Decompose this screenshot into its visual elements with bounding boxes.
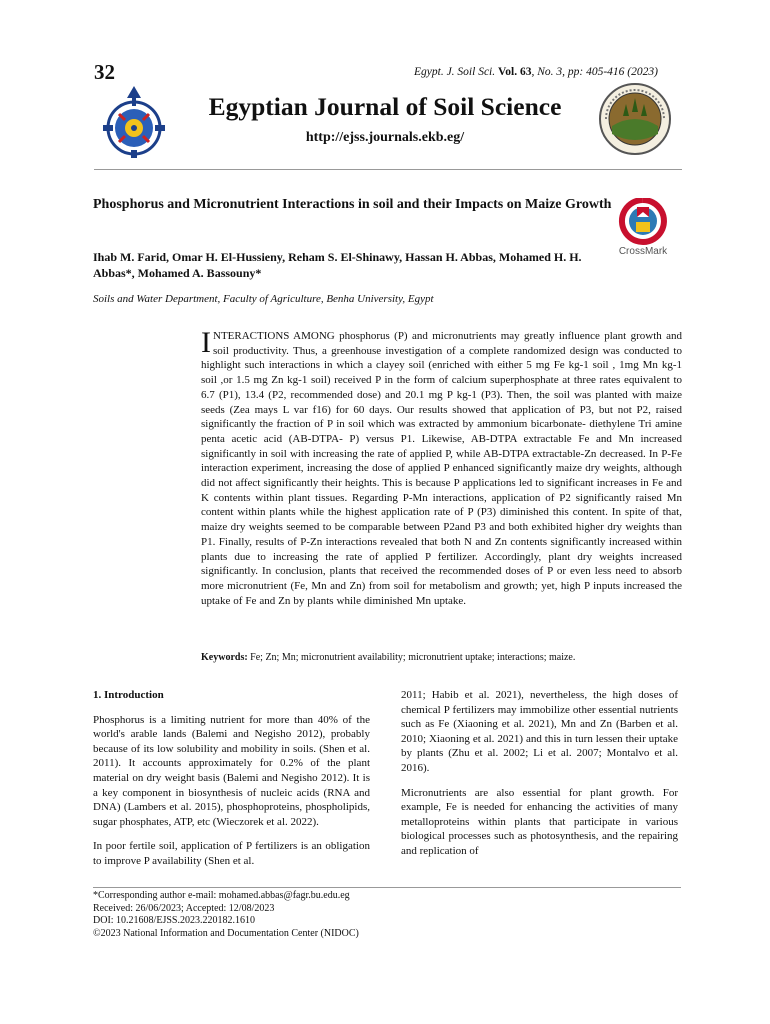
journal-volume: Vol. 63 [498, 66, 532, 78]
keywords-list: Fe; Zn; Mn; micronutrient availability; micronutrient uptake; interactions; maize. [247, 652, 576, 663]
copyright: ©2023 National Information and Documentation Center (NIDOC) [93, 927, 359, 939]
journal-title: Egyptian Journal of Soil Science [208, 92, 562, 121]
paragraph: 2011; Habib et al. 2021), nevertheless, the high doses of chemical P fertilizers may immobilize other essential nutrients such as Fe (Xiaoning et al. 2021), Mn and Zn (Barben et al. 2010; Xiaoning et al. 2021) and this in turn lessen their uptake by plants (Zhu et al. 2002; Li et al. 2007; Montalvo et al. 2016). [401, 689, 678, 774]
right-column [401, 688, 678, 869]
abstract-dropcap: I [201, 326, 211, 359]
doi[interactable]: DOI: 10.21608/EJSS.2023.220182.1610 [93, 915, 255, 927]
crossmark-icon [610, 198, 676, 246]
keywords-label: Keywords: [201, 652, 248, 663]
section-heading-introduction: 1. Introduction [93, 689, 164, 701]
abstract-text: NTERACTIONS AMONG phosphorus (P) and micronutrients may greatly influence plant growth and soil productivity. Thus, a greenhouse investigation of a complete randomized design was conducted to highlight such interactions in which a clayey soil (enriched with either 5 mg Fe kg-1 soil , 1mg Mn kg-1 soil ,or 1.5 mg Zn kg-1 soil) received P in the form of calcium superphosphate at three rates equivalent to 6.7 (P1), 13.4 (P2, recommended dose) and 20.1 mg P kg-1 (P3). Then, the soil was planted with maize seeds (Zea mays L var f16) for 60 days. Our results showed that application of P3, but not P2, raised significantly the fraction of P in soil which was extracted by ammonium bicarbonate- diethylene Tri amine penta acetic acid (AB-DTPA- P) versus P1. Likewise, AB-DTPA extractable Fe and Mn increased significantly in soil with increasing the rate of applied P, while AB-DTPA extractable-Zn decreased. In P-Fe interaction experiment, increasing the dose of applied P enhanced significantly maize dry weights, although did not affect significantly their heights. This is because P applications led to significant increases in Fe and K contents within plant tissues. Regarding P-Mn interactions, application of P2 significantly raised Mn content within plants while the highest application rate of P (P3) diminished this content. In spite of that, maize dry weights seemed to be comparable between P2and P3 and both exhibited higher dry weights than P1. Finally, results of P-Zn interactions revealed that both N and Zn contents significantly increased within plants due to increasing the rate of applied P fertilizer. Accordingly, plant dry weights increased significantly. In conclusion, plants that received the recommended doses of P or even less need to absorb more micronutrient (Fe, Mn and Zn) from soil for metabolism and growth; yet, high P inputs increased the uptake of Fe and Zn by plants while diminished Mn uptake. [201, 330, 682, 607]
footnotes [93, 890, 359, 940]
paragraph: In poor fertile soil, application of P fertilizers is an obligation to improve P availability (Shen et al. [93, 840, 370, 867]
crossmark-label: CrossMark [618, 246, 668, 257]
abstract [201, 326, 682, 608]
paragraph: Phosphorus is a limiting nutrient for more than 40% of the world's arable lands (Balemi and Negisho 2012), probably because of its low solubility and mobility in soils. (Shen et al. 2011). It accounts approximately for 0.2% of the plant material on dry weight basis (Balemi and Negisho 2012). It is a key component in biosynthesis of nucleic acids (RNA and DNA) (Lambers et al. 2015), phosphoproteins, phospholipids, sugar phosphates, ATP, etc (Wieczorek et al. 2022). [93, 713, 370, 828]
journal-url[interactable]: http://ejss.journals.ekb.eg/ [305, 130, 465, 145]
received-accepted-dates: Received: 26/06/2023; Accepted: 12/08/2023 [93, 902, 275, 914]
keywords [201, 652, 682, 663]
article-title: Phosphorus and Micronutrient Interactions in soil and their Impacts on Maize Growth [93, 197, 612, 212]
journal-abbrev: Egypt. J. Soil Sci. [414, 66, 496, 78]
crossmark-badge[interactable] [610, 198, 676, 262]
journal-reference [414, 66, 658, 78]
journal-issue-pages: , No. 3, pp: 405-416 (2023) [531, 66, 658, 78]
paragraph: Micronutrients are also essential for plant growth. For example, Fe is needed for enhancing the activities of many metalloproteins within plants that participate in various biological processes such as photosynthesis, and the repairing and replication of [401, 786, 678, 857]
header-divider [94, 169, 682, 170]
footnote-divider [93, 887, 681, 888]
corresponding-author: *Corresponding author e-mail: mohamed.abbas@fagr.bu.edu.eg [93, 890, 350, 901]
page-number: 32 [94, 60, 115, 84]
affiliation: Soils and Water Department, Faculty of Agriculture, Benha University, Egypt [93, 293, 434, 305]
author-list: Ihab M. Farid, Omar H. El-Hussieny, Reham S. El-Shinawy, Hassan H. Abbas, Mohamed H. H. Abbas*, Mohamed A. Bassouny* [93, 250, 582, 280]
left-column [93, 688, 370, 879]
